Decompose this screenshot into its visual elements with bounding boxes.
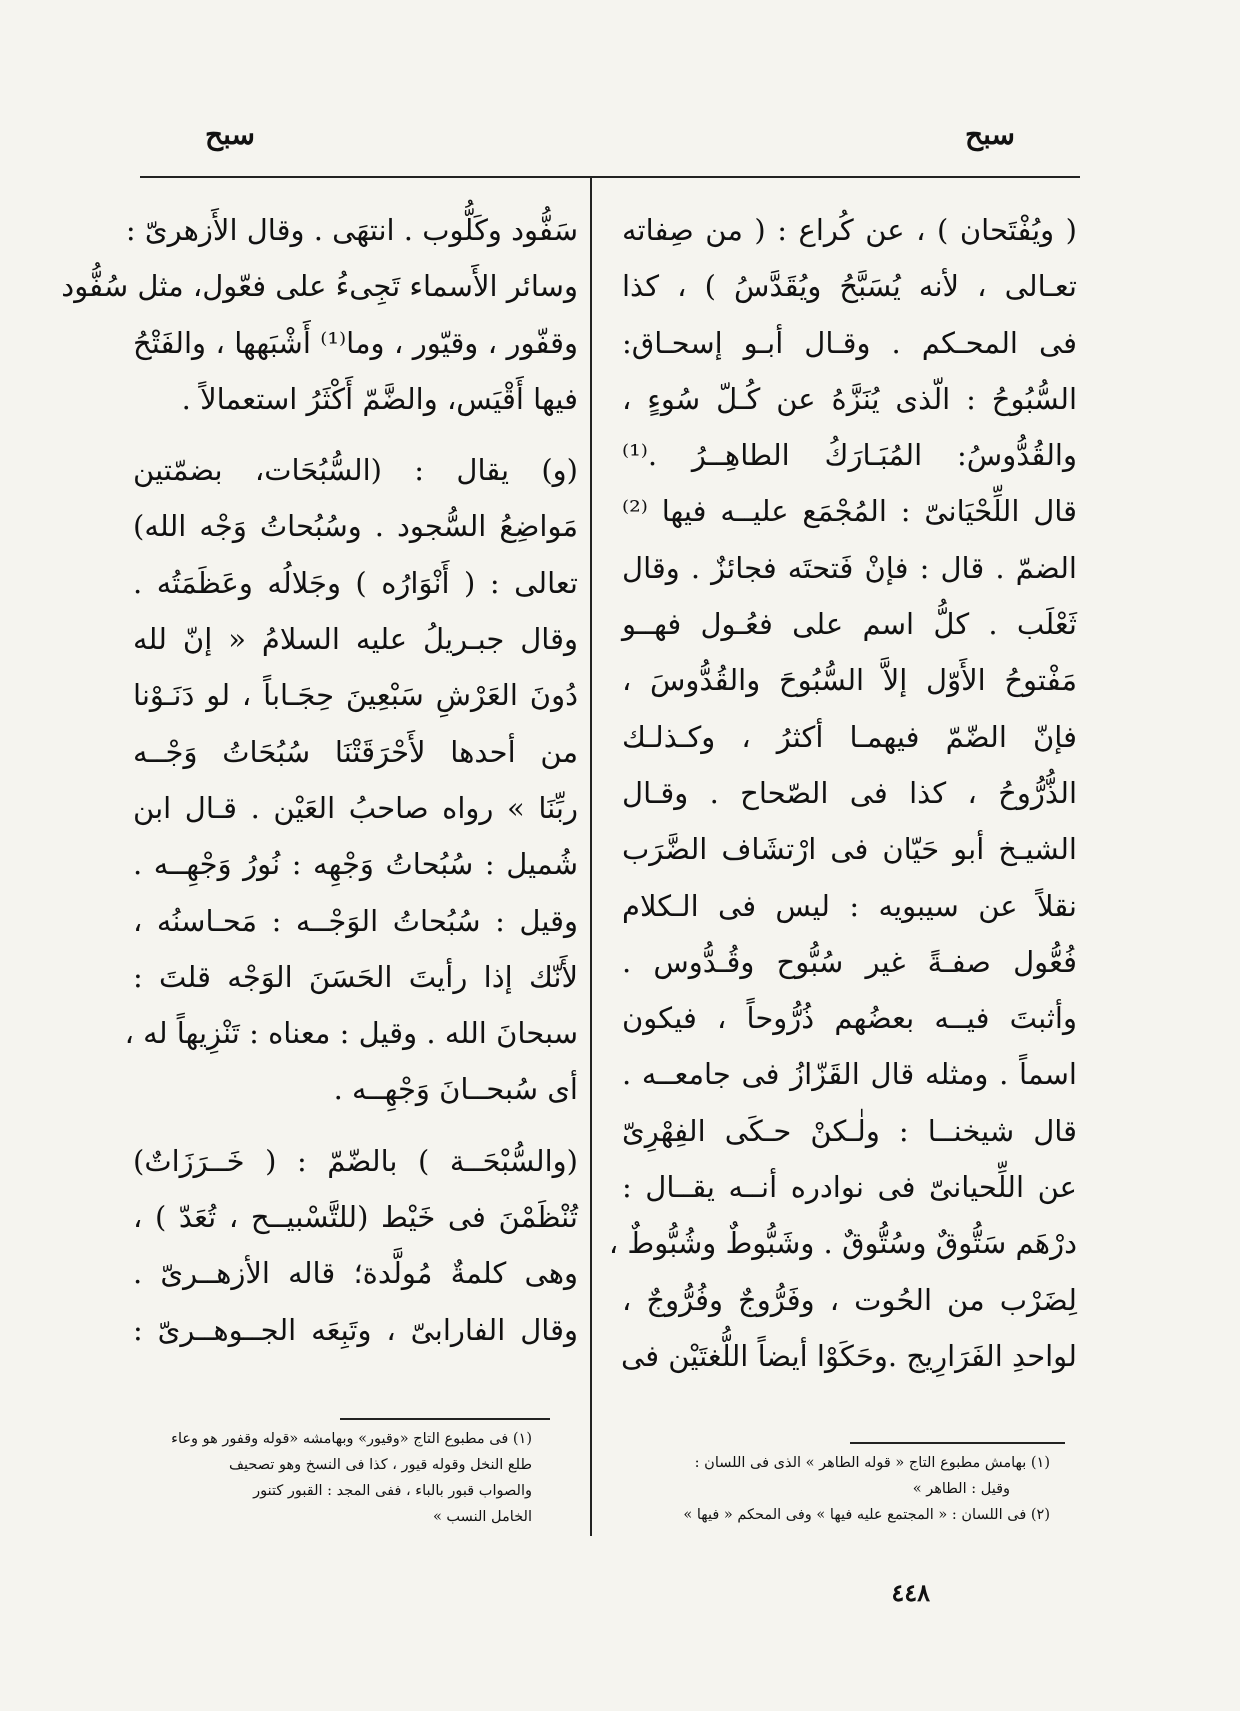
text-line: والقُدُّوسُ: المُبَـارَكُ الطاهِــرُ .⁽¹⁾: [622, 438, 1077, 473]
text-line: قال شيخنــا : ولٰـكنْ حـكَى الفِهْرِىّ: [622, 1113, 1077, 1148]
text-line: اسماً . ومثله قال القَزّازُ فى جامعــه .: [622, 1057, 1077, 1092]
footnote-line: (١) فى مطبوع التاج «وقيور» وبهامشه «قوله وقفور هو وعاء: [171, 1431, 532, 1447]
footnote-line: (٢) فى اللسان : « المجتمع عليه فيها » وفى المحكم « فيها »: [683, 1507, 1050, 1523]
header-left-word: سبح: [205, 118, 255, 151]
right-footnotes: [683, 1450, 1050, 1528]
footnote-line: الخامل النسب »: [432, 1509, 532, 1525]
text-line: تُنْظَمْنَ فى خَيْط (للتَّسْبيــح ، تُعَدّ ) ،: [133, 1200, 578, 1235]
text-line: نقلاً عن سيبويه : ليس فى الـكلام: [622, 888, 1077, 923]
right-column: [608, 202, 1077, 1384]
page-number: ٤٤٨: [891, 1578, 930, 1607]
text-line: لأَنّك إذا رأيتَ الحَسَنَ الوَجْه قلتَ :: [133, 959, 578, 994]
text-line: ( ويُفْتَحان ) ، عن كُراع : ( من صِفاته: [622, 213, 1077, 247]
text-line: عن اللِّحيانىّ فى نوادره أنــه يقــال :: [622, 1170, 1077, 1205]
left-footnotes: [171, 1426, 532, 1530]
text-line: وقال الفارابىّ ، وتَبِعَه الجــوهــرىّ :: [133, 1312, 578, 1347]
text-line: مَواضِعُ السُّجود . وسُبُحاتُ وَجْه الله): [133, 509, 578, 544]
text-line: لِضَرْب من الحُوت ، وفَرُّوجٌ وفُرُّوجٌ ،: [622, 1282, 1077, 1317]
text-line: ثَعْلَب . كلُّ اسم على فعُـول فهــو: [622, 607, 1077, 642]
text-line: فيها أَقْيَس، والضَّمّ أَكْثَرُ استعمالاً .: [181, 381, 578, 416]
column-divider: [590, 176, 592, 1536]
left-footnote-rule: [340, 1418, 550, 1420]
header-right-word: سبح: [965, 118, 1015, 151]
text-line: وقفّور ، وقيّور ، وما⁽¹⁾ أَشْبَهها ، والفَتْحُ: [133, 325, 578, 360]
text-line: أى سُبحــانَ وَجْهِــه .: [333, 1072, 578, 1107]
text-line: وهى كلمةٌ مُولَّدة؛ قاله الأزهــرىّ .: [133, 1256, 578, 1291]
text-line: لواحدِ الفَرَارِيج .وحَكَوْا أيضاً اللُّغتَيْن فى: [621, 1338, 1077, 1373]
text-line: ربِّنَا » رواه صاحبُ العَيْن . قـال ابن: [133, 790, 578, 825]
text-line: شُميل : سُبُحاتُ وَجْهِه : نُورُ وَجْهِــه .: [133, 847, 578, 882]
footnote-line: والصواب قبور بالباء ، ففى المجد : القبور كتنور: [253, 1483, 532, 1499]
text-line: سبحانَ الله . وقيل : معناه : تَنْزِيهاً له ،: [124, 1016, 578, 1051]
text-line: مَفْتوحُ الأَوّل إلاَّ السُّبُوحَ والقُدُّوسَ ،: [622, 663, 1077, 698]
text-line: تعالى : ( أَنْوَارُه ) وجَلالُه وعَظَمَتُه .: [133, 565, 578, 600]
text-line: وقال جبـريلُ عليه السلامُ « إنّ لله: [133, 622, 578, 657]
footnote-line: وقيل : الطاهر »: [912, 1481, 1010, 1497]
text-line: (و) يقال : (السُّبُحَات، بضمّتين: [133, 453, 578, 488]
text-line: تعـالى ، لأنه يُسَبَّحُ ويُقَدَّسُ ) ، كذا: [622, 269, 1077, 304]
right-footnote-rule: [850, 1442, 1065, 1444]
text-line: سَفُّود وكَلُّوب . انتهَى . وقال الأَزهرىّ :: [125, 213, 578, 247]
text-line: فإنّ الضّمّ فيهمـا أكثرُ ، وكـذلـك: [622, 719, 1077, 754]
text-line: فى المحـكم . وقـال أبـو إسحـاق:: [622, 325, 1077, 360]
text-line: الشيـخ أبو حَيّان فى ارْتشَاف الضَّرَب: [622, 832, 1077, 867]
text-line: السُّبُوحُ : الّذى يُنَزَّهُ عن كُـلّ سُوءٍ ،: [622, 381, 1077, 416]
text-line: وسائر الأَسماء تَجِىءُ على فعّول، مثل سُفُّود: [61, 269, 578, 304]
text-line: دُونَ العَرْشِ سَبْعِينَ حِجَـاباً ، لو دَنَـوْنا: [133, 678, 578, 713]
left-column: [61, 202, 578, 1358]
text-line: وأثبتَ فيــه بعضُهم ذُرُّوحاً ، فيكون: [622, 1001, 1077, 1036]
text-line: الضمّ . قال : فإنْ فَتحتَه فجائزٌ . وقال: [622, 550, 1077, 585]
text-line: درْهَم سَتُّوقٌ وسُتُّوقٌ . وشَبُّوطٌ وشُبُّوطٌ ،: [608, 1226, 1077, 1261]
text-line: (والسُّبْحَــة ) بالضّمّ : ( خَــرَزَاتٌ): [133, 1143, 578, 1178]
text-line: وقيل : سُبُحاتُ الوَجْــه : مَحـاسنُه ،: [133, 903, 578, 938]
text-line: فُعُّول صفـةً غير سُبُّوح وقُـدُّوس .: [622, 944, 1077, 979]
footnote-line: (١) بهامش مطبوع التاج « قوله الطاهر » الذى فى اللسان :: [694, 1455, 1050, 1471]
text-line: الذُّرُّوحُ ، كذا فى الصّحاح . وقـال: [622, 775, 1077, 810]
text-line: قال اللِّحْيَانىّ : المُجْمَع عليــه فيها ⁽²⁾: [622, 494, 1077, 529]
header-rule: [140, 176, 1080, 178]
footnote-line: طلع النخل وقوله قيور ، كذا فى النسخ وهو تصحيف: [229, 1457, 532, 1473]
text-line: من أحدها لأَحْرَقَتْنَا سُبُحَاتُ وَجْــه: [133, 734, 578, 769]
